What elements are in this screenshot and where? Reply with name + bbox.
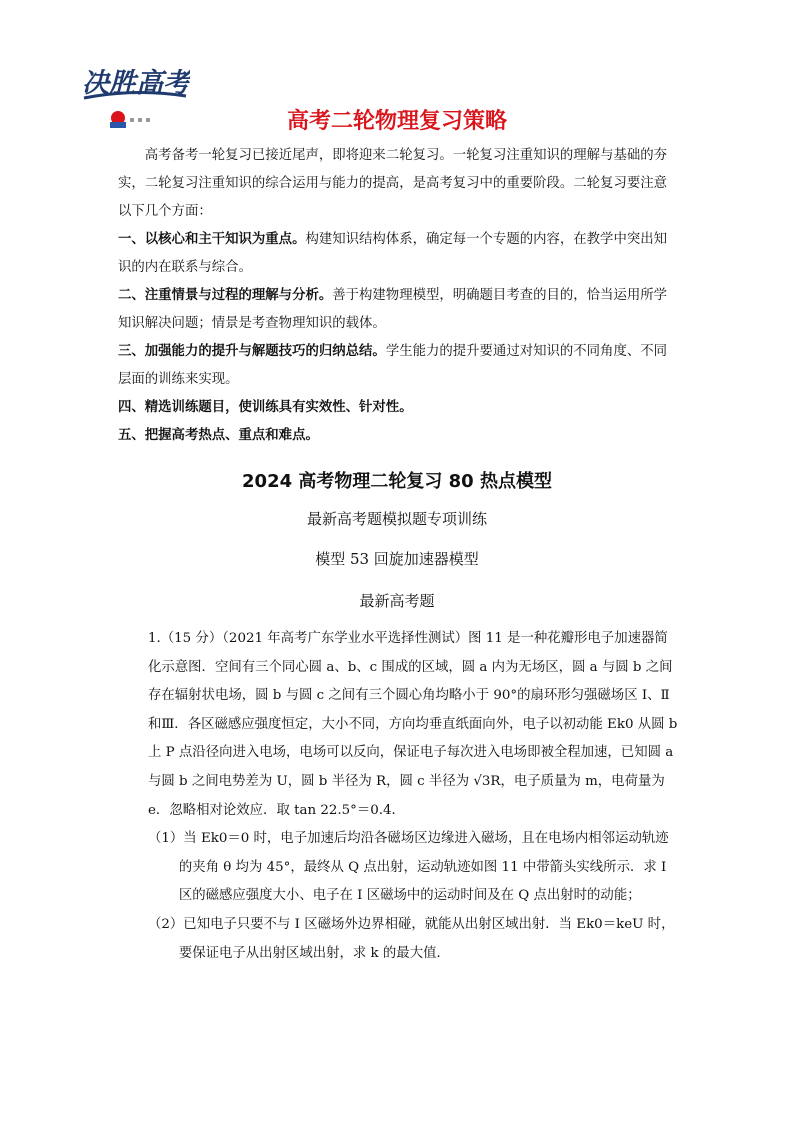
intro-point-5	[118, 422, 678, 450]
problem-section	[148, 625, 678, 968]
point-1-bold: 一、以核心和主干知识为重点。	[118, 232, 306, 247]
intro-point-4	[118, 394, 678, 422]
intro-paragraph: 高考备考一轮复习已接近尾声，即将迎来二轮复习。一轮复习注重知识的理解与基础的夯实，二轮复习注重知识的综合运用与能力的提高，是高考复习中的重要阶段。二轮复习要注意以下几个方面：	[118, 148, 668, 219]
subtitle-model: 模型 53 回旋加速器模型	[315, 550, 479, 568]
point-5-bold: 五、把握高考热点、重点和难点。	[118, 428, 319, 443]
intro-point-3	[118, 338, 678, 394]
point-4-bold: 四、精选训练题目，使训练具有实效性、针对性。	[118, 400, 413, 415]
problem-stem: 1.（15 分）（2021 年高考广东学业水平选择性测试）图 11 是一种花瓣形电子加速器简化示意图．空间有三个同心圆 a、b、c 围成的区域，圆 a 内为无场区，圆 a 与圆 b 之间存在辐射状电场，圆 b 与圆 c 之间有三个圆心角均略小于 90°的扇环形匀强磁场区 Ⅰ、Ⅱ和Ⅲ．各区磁感应强度恒定，大小不同，方向均垂直纸面向外，电子以初动能 Ek0 从圆 b 上 P 点沿径向进入电场，电场可以反向，保证电子每次进入电场即被全程加速，已知圆 a 与圆 b 之间电势差为 U，圆 b 半径为 R，圆 c 半径为 √3R，电子质量为 m，电荷量为 e．忽略相对论效应．取 tan 22.5°＝0.4．	[148, 631, 678, 818]
point-2-bold: 二、注重情景与过程的理解与分析。	[118, 288, 333, 303]
intro-point-2	[118, 282, 678, 338]
subtitle-training: 最新高考题模拟题专项训练	[306, 510, 487, 528]
problem-question-2: （2）已知电子只要不与 Ⅰ 区磁场外边界相碰，就能从出射区域出射．当 Ek0＝keU 时，要保证电子从出射区域出射，求 k 的最大值．	[148, 916, 675, 961]
subtitle-latest: 最新高考题	[359, 592, 435, 610]
main-title	[0, 104, 794, 135]
point-2-text: 善于构建物理模型，明确题目考查的目的，恰当运用所学知识解决问题；情景是考查物理知识的载体。	[118, 288, 668, 331]
logo-text: 决胜高考	[82, 68, 190, 99]
section-heading: 2024 高考物理二轮复习 80 热点模型	[242, 471, 552, 492]
point-3-bold: 三、加强能力的提升与解题技巧的归纳总结。	[118, 344, 386, 359]
main-title-text: 高考二轮物理复习策略	[286, 109, 507, 134]
point-3-text: 学生能力的提升要通过对知识的不同角度、不同层面的训练来实现。	[118, 344, 668, 387]
intro-section	[118, 142, 678, 450]
intro-point-1	[118, 226, 678, 282]
problem-question-1: （1）当 Ek0＝0 时，电子加速后均沿各磁场区边缘进入磁场，且在电场内相邻运动轨迹的夹角 θ 均为 45°，最终从 Q 点出射，运动轨迹如图 11 中带箭头实线所示．求 Ⅰ 区的磁感应强度大小、电子在 Ⅰ 区磁场中的运动时间及在 Q 点出射时的动能；	[148, 831, 669, 904]
point-1-text: 构建知识结构体系，确定每一个专题的内容，在教学中突出知识的内在联系与综合。	[118, 232, 668, 275]
